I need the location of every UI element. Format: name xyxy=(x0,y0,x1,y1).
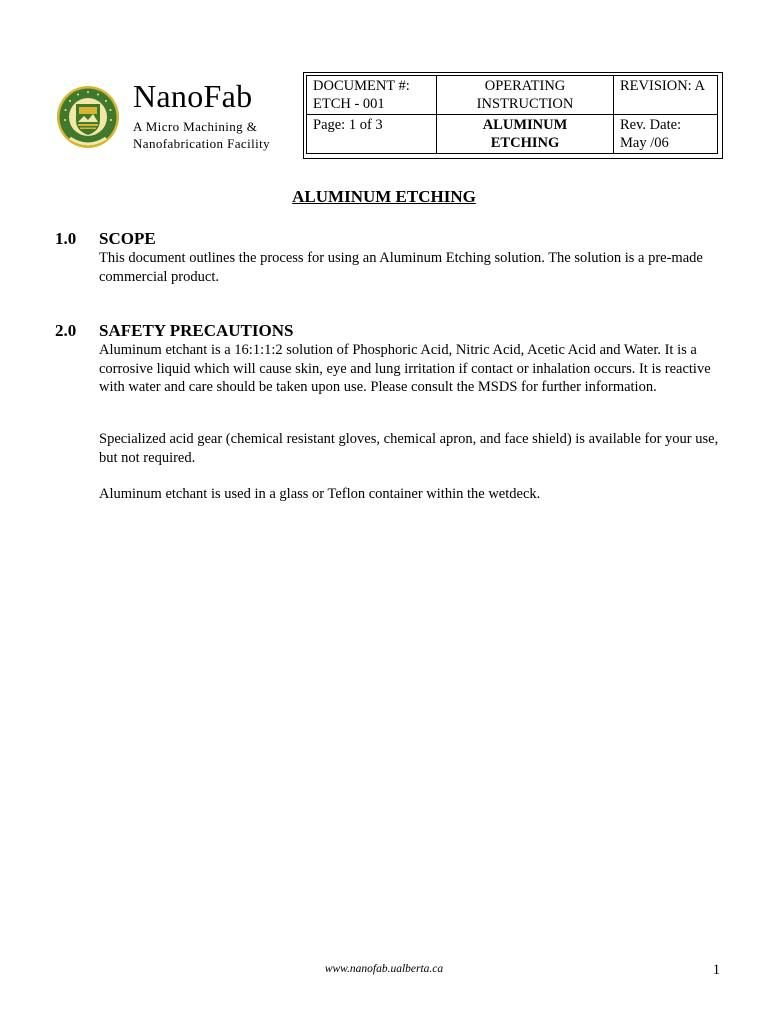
page-count-value: Page: 1 of 3 xyxy=(313,117,383,133)
revision-date-label: Rev. Date: xyxy=(620,117,682,133)
document-number-cell xyxy=(307,76,437,115)
document-subject-cell xyxy=(437,115,614,154)
section-number: 2.0 xyxy=(55,321,77,340)
footer-website-url: www.nanofab.ualberta.ca xyxy=(324,963,444,975)
document-type-cell xyxy=(437,76,614,115)
document-subject-line-2: ETCHING xyxy=(490,135,560,151)
document-info-table xyxy=(303,72,723,159)
section-heading: SCOPE xyxy=(99,229,156,248)
document-title: ALUMINUM ETCHING xyxy=(292,187,476,206)
document-number-label: DOCUMENT #: xyxy=(313,78,410,94)
page-count-cell xyxy=(307,115,437,154)
revision-cell xyxy=(614,76,718,115)
section-paragraph: Specialized acid gear (chemical resistant gloves, chemical apron, and face shield) is available for your use, but not required. xyxy=(99,431,719,466)
section-number: 1.0 xyxy=(55,229,77,248)
brand-tagline xyxy=(133,118,270,152)
page-number: 1 xyxy=(712,962,720,978)
tagline-line-2: Nanofabrication Facility xyxy=(133,136,271,151)
revision-date-value: May /06 xyxy=(620,135,669,151)
revision-date-cell xyxy=(614,115,718,154)
section-heading: SAFETY PRECAUTIONS xyxy=(99,321,294,340)
document-subject-line-1: ALUMINUM xyxy=(482,117,568,133)
brand-name: NanoFab xyxy=(133,78,253,114)
section-paragraph: Aluminum etchant is used in a glass or Teflon container within the wetdeck. xyxy=(99,486,541,502)
document-number-value: ETCH - 001 xyxy=(313,96,385,112)
section-paragraph: Aluminum etchant is a 16:1:1:2 solution of Phosphoric Acid, Nitric Acid, Acetic Acid and Water. It is a corrosive liquid which will cause skin, eye and lung irritation if contact or inhalation occurs. It is reactive with water and care should be taken upon use. Please consult the MSDS for further information. xyxy=(99,342,711,395)
section-paragraph: This document outlines the process for using an Aluminum Etching solution. The solution is a pre-made commercial product. xyxy=(99,250,703,285)
document-type-line-2: INSTRUCTION xyxy=(476,96,574,112)
tagline-line-1: A Micro Machining & xyxy=(133,119,258,134)
university-seal-logo xyxy=(56,84,120,150)
document-type-line-1: OPERATING xyxy=(484,78,566,94)
revision-value: REVISION: A xyxy=(620,78,705,94)
